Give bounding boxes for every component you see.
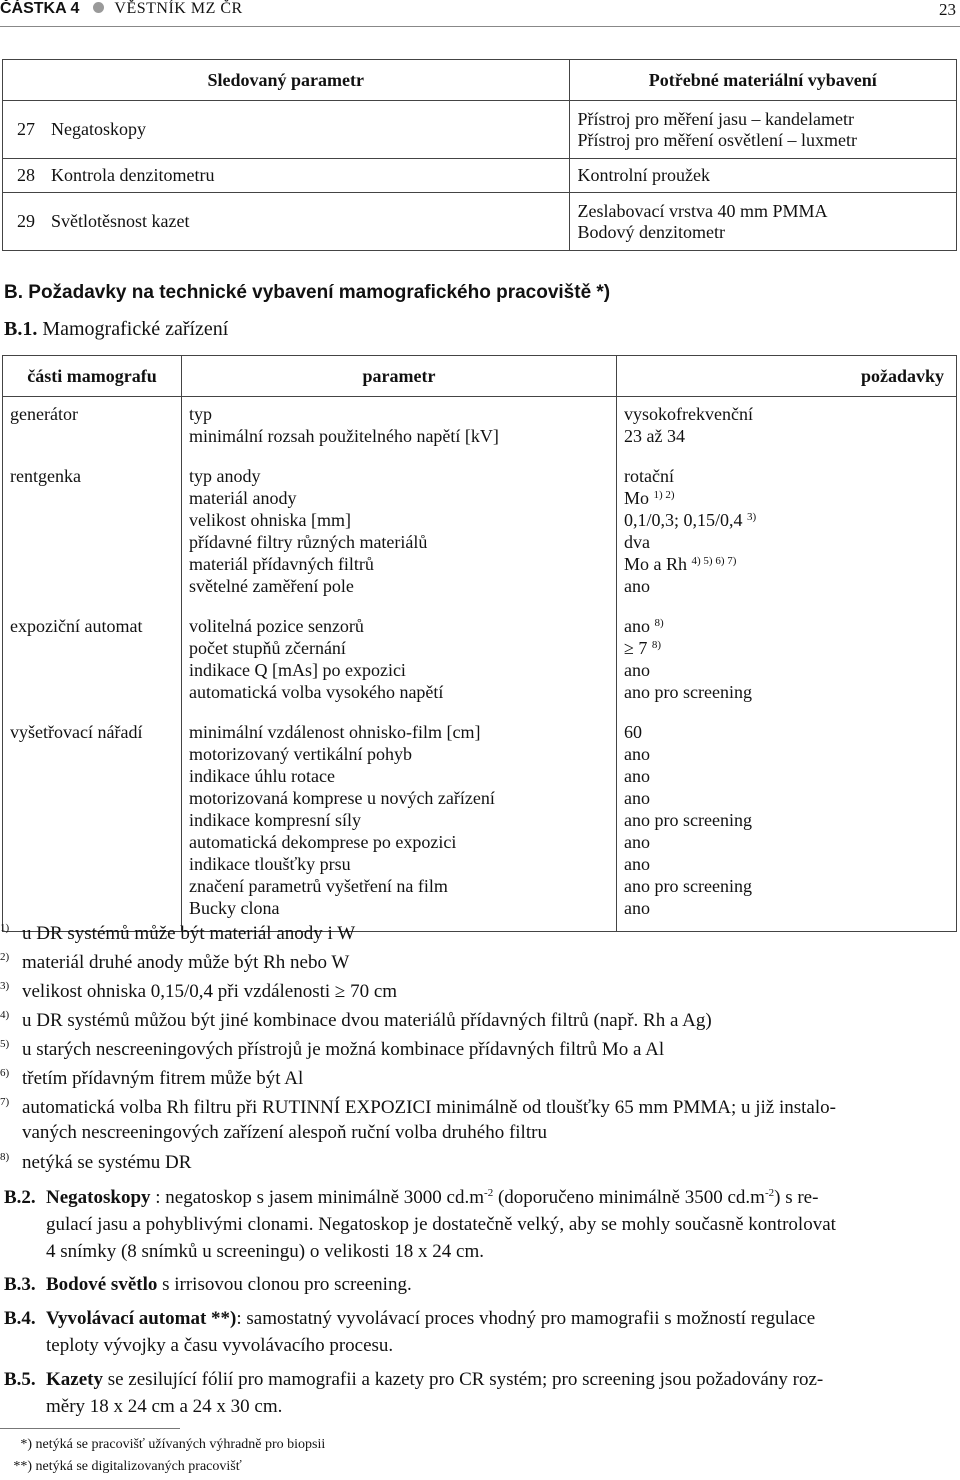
paragraph-term: Vyvolávací automat **) — [46, 1308, 237, 1329]
text: (doporučeno minimálně 3500 cd.m — [493, 1187, 765, 1208]
footnote-mark: 8) — [0, 1151, 10, 1163]
table-row — [3, 101, 957, 159]
row-equipment — [569, 101, 956, 159]
parameter-line: motorizovaný vertikální pohyb — [189, 744, 412, 764]
part-cell — [3, 609, 182, 715]
bottom-note — [6, 1459, 242, 1475]
requirement-line — [624, 615, 949, 637]
footnote-text: u starých nescreeningových přístrojů je možná kombinace přídavných filtrů Mo a Al — [22, 1039, 665, 1060]
table-row — [3, 715, 957, 932]
part-name: generátor — [10, 404, 78, 424]
requirement-line — [624, 681, 949, 703]
parameter-line: materiál anody — [189, 488, 297, 508]
requirement-value: ano — [624, 898, 650, 918]
page-number: 23 — [939, 0, 956, 19]
requirement-value: ano — [624, 660, 650, 680]
equipment-line: Bodový denzitometr — [577, 221, 726, 242]
requirement-value: ano — [624, 788, 650, 808]
footnote-text: automatická volba Rh filtru při RUTINNÍ EXPOZICI minimálně od tloušťky 65 mm PMMA; u již instalo- — [22, 1097, 836, 1118]
parameter-line: minimální rozsah použitelného napětí [kV] — [189, 426, 499, 446]
footnote — [0, 1122, 547, 1144]
requirement-value: ano — [624, 576, 650, 596]
requirement-value: ano pro screening — [624, 682, 752, 702]
equipment-line: Přístroj pro měření jasu – kandelametr — [577, 108, 854, 129]
footnote-mark: 4) — [0, 1009, 10, 1021]
paragraph-b4 — [4, 1305, 956, 1359]
section-number: ČÁSTKA 4 — [0, 0, 80, 17]
requirement-value: rotační — [624, 466, 674, 486]
parameter-line: materiál přídavných filtrů — [189, 554, 374, 574]
footnote — [0, 980, 397, 1003]
requirement-value: vysokofrekvenční — [624, 404, 753, 424]
parameter-cell — [182, 397, 617, 460]
footnote-text: třetím přídavným fitrem může být Al — [22, 1068, 304, 1089]
footnote-ref: 3) — [747, 511, 757, 523]
row-equipment — [569, 193, 956, 251]
requirement-line — [624, 897, 949, 919]
parameter-line: typ — [189, 404, 213, 424]
footnote — [0, 1096, 836, 1119]
requirement-value: ano — [624, 766, 650, 786]
running-header — [0, 0, 243, 18]
row-name: Negatoskopy — [43, 101, 569, 159]
bottom-note-mark: **) — [13, 1459, 32, 1474]
requirement-line — [624, 553, 949, 575]
paragraph-line: 4 snímky (8 snímků u screeningu) o velikosti 18 x 24 cm. — [46, 1241, 485, 1262]
table-row — [3, 397, 957, 460]
section-b1-number: B.1. — [4, 318, 38, 340]
superscript: -2 — [764, 1187, 775, 1199]
footnote-text: materiál druhé anody může být Rh nebo W — [22, 952, 350, 973]
text: s irrisovou clonou pro screening. — [157, 1274, 412, 1295]
parameter-line: světelné zaměření pole — [189, 576, 354, 596]
requirement-cell — [617, 715, 957, 932]
col-header-parameter: parametr — [182, 356, 617, 397]
part-name: rentgenka — [10, 466, 81, 486]
parameter-line: indikace kompresní síly — [189, 810, 361, 830]
header-divider — [0, 26, 960, 27]
equipment-line: Zeslabovací vrstva 40 mm PMMA — [577, 200, 828, 221]
requirement-value: ano — [624, 616, 655, 636]
paragraph-line: teploty vývojky a času vyvolávacího procesu. — [46, 1335, 394, 1356]
table-row — [3, 459, 957, 609]
requirement-cell — [617, 609, 957, 715]
requirement-value: 60 — [624, 722, 642, 742]
footnote-ref: 1) 2) — [653, 489, 675, 501]
section-b1-heading — [4, 318, 228, 341]
parameter-line: indikace Q [mAs] po expozici — [189, 660, 406, 680]
footnote-text: velikost ohniska 0,15/0,4 při vzdálenosti ≥ 70 cm — [22, 981, 398, 1002]
requirement-value: dva — [624, 532, 650, 552]
requirement-value: ano pro screening — [624, 876, 752, 896]
text: : negatoskop s jasem minimálně 3000 cd.m — [150, 1187, 485, 1208]
bottom-note-mark: *) — [20, 1437, 32, 1452]
row-name: Kontrola denzitometru — [43, 159, 569, 193]
equipment-line: Přístroj pro měření osvětlení – luxmetr — [577, 129, 857, 150]
requirement-line — [624, 637, 949, 659]
footnote — [0, 1151, 191, 1174]
footnote-mark: 2) — [0, 951, 10, 963]
bottom-note-text: netýká se digitalizovaných pracovišť — [35, 1459, 242, 1474]
journal-title: VĚSTNÍK MZ ČR — [114, 0, 243, 17]
requirement-value: ano — [624, 832, 650, 852]
section-b-heading: B. Požadavky na technické vybavení mamografického pracoviště *) — [4, 282, 611, 303]
footnote — [0, 1067, 303, 1090]
parameter-line: Bucky clona — [189, 898, 280, 918]
footnote-divider — [0, 1428, 180, 1429]
paragraph-b5 — [4, 1366, 956, 1420]
footnote-text: u DR systémů můžou být jiné kombinace dvou materiálů přídavných filtrů (např. Rh a Ag) — [22, 1010, 712, 1031]
footnote-mark: 5) — [0, 1038, 10, 1050]
bottom-note — [6, 1437, 325, 1453]
equipment-table — [2, 59, 957, 251]
parameter-line: minimální vzdálenost ohnisko-film [cm] — [189, 722, 481, 742]
footnote-text: netýká se systému DR — [22, 1152, 192, 1173]
requirement-value: ano — [624, 744, 650, 764]
requirement-line — [624, 787, 949, 809]
text: : samostatný vyvolávací proces vhodný pro mamografii s možností regulace — [236, 1308, 816, 1329]
requirement-line — [624, 509, 949, 531]
requirement-cell — [617, 397, 957, 460]
requirement-line — [624, 487, 949, 509]
row-number: 29 — [3, 193, 44, 251]
part-cell — [3, 715, 182, 932]
footnote-mark: 7) — [0, 1096, 10, 1108]
footnote-text: vaných nescreeningových zařízení alespoň ruční volba druhého filtru — [22, 1122, 547, 1143]
requirement-line — [624, 575, 949, 597]
text: ) s re- — [774, 1187, 819, 1208]
footnote — [0, 951, 349, 974]
bottom-note-text: netýká se pracovišť užívaných výhradně pro biopsii — [35, 1437, 326, 1452]
requirement-line — [624, 403, 949, 425]
parameter-line: počet stupňů zčernání — [189, 638, 346, 658]
paragraph-term: Kazety — [46, 1369, 103, 1390]
footnote-text: u DR systémů může být materiál anody i W — [22, 923, 356, 944]
mammography-requirements-table — [2, 355, 957, 932]
equipment-line: Kontrolní proužek — [577, 165, 711, 185]
row-number: 27 — [3, 101, 44, 159]
parameter-line: velikost ohniska [mm] — [189, 510, 351, 530]
parameter-cell — [182, 715, 617, 932]
requirement-value: 23 až 34 — [624, 426, 685, 446]
col-header-part: části mamografu — [3, 356, 182, 397]
parameter-line: indikace tloušťky prsu — [189, 854, 351, 874]
requirement-line — [624, 465, 949, 487]
paragraph-number: B.2. — [4, 1187, 36, 1208]
parameter-line: volitelná pozice senzorů — [189, 616, 364, 636]
paragraph-b2 — [4, 1184, 956, 1265]
requirement-line — [624, 531, 949, 553]
requirement-line — [624, 659, 949, 681]
paragraph-term: Bodové světlo — [46, 1274, 158, 1295]
parameter-cell — [182, 609, 617, 715]
parameter-line: značení parametrů vyšetření na film — [189, 876, 448, 896]
paragraph-line: gulací jasu a pohyblivými clonami. Negatoskop je dostatečně velký, aby se mohly současně kontrolovat — [46, 1214, 836, 1235]
footnote — [0, 1038, 664, 1061]
parameter-line: typ anody — [189, 466, 261, 486]
section-b1-title: Mamografické zařízení — [42, 318, 229, 340]
paragraph-line: měry 18 x 24 cm a 24 x 30 cm. — [46, 1396, 283, 1417]
text: se zesilující fólií pro mamografii a kazety pro CR systém; pro screening jsou požadovány roz- — [102, 1369, 824, 1390]
requirement-value: Mo — [624, 488, 654, 508]
requirement-value: ano pro screening — [624, 810, 752, 830]
col-header-requirements: požadavky — [617, 356, 957, 397]
footnote-ref: 4) 5) 6) 7) — [691, 555, 737, 567]
paragraph-number: B.5. — [4, 1369, 36, 1390]
parameter-line: indikace úhlu rotace — [189, 766, 335, 786]
requirement-line — [624, 809, 949, 831]
bullet-dot-icon — [93, 2, 104, 13]
part-cell — [3, 397, 182, 460]
parameter-line: přídavné filtry různých materiálů — [189, 532, 428, 552]
footnote — [0, 1009, 712, 1032]
requirement-value: Mo a Rh — [624, 554, 692, 574]
paragraph-term: Negatoskopy — [46, 1187, 151, 1208]
footnote-ref: 8) — [654, 617, 664, 629]
row-equipment — [569, 159, 956, 193]
parameter-line: motorizovaná komprese u nových zařízení — [189, 788, 495, 808]
footnote-mark: 3) — [0, 980, 10, 992]
part-name: vyšetřovací nářadí — [10, 722, 143, 742]
col-header-equipment: Potřebné materiální vybavení — [569, 60, 956, 101]
requirement-line — [624, 743, 949, 765]
requirement-cell — [617, 459, 957, 609]
footnote — [0, 922, 355, 945]
paragraph-number: B.4. — [4, 1308, 36, 1329]
requirement-line — [624, 853, 949, 875]
part-cell — [3, 459, 182, 609]
requirement-line — [624, 721, 949, 743]
table-row — [3, 609, 957, 715]
paragraph-b3 — [4, 1271, 956, 1298]
col-header-parameter: Sledovaný parametr — [3, 60, 570, 101]
parameter-cell — [182, 459, 617, 609]
paragraph-number: B.3. — [4, 1274, 36, 1295]
requirement-line — [624, 875, 949, 897]
requirement-line — [624, 831, 949, 853]
requirement-value: 0,1/0,3; 0,15/0,4 — [624, 510, 748, 530]
requirement-value: ano — [624, 854, 650, 874]
parameter-line: automatická dekomprese po expozici — [189, 832, 457, 852]
requirement-line — [624, 425, 949, 447]
footnote-mark: 6) — [0, 1067, 10, 1079]
requirement-value: ≥ 7 — [624, 638, 652, 658]
row-name: Světlotěsnost kazet — [43, 193, 569, 251]
row-number: 28 — [3, 159, 44, 193]
table-row — [3, 159, 957, 193]
table-row — [3, 193, 957, 251]
superscript: -2 — [484, 1187, 494, 1199]
requirement-line — [624, 765, 949, 787]
footnote-mark: 1) — [0, 922, 10, 934]
footnote-ref: 8) — [651, 639, 662, 651]
parameter-line: automatická volba vysokého napětí — [189, 682, 444, 702]
part-name: expoziční automat — [10, 616, 143, 636]
